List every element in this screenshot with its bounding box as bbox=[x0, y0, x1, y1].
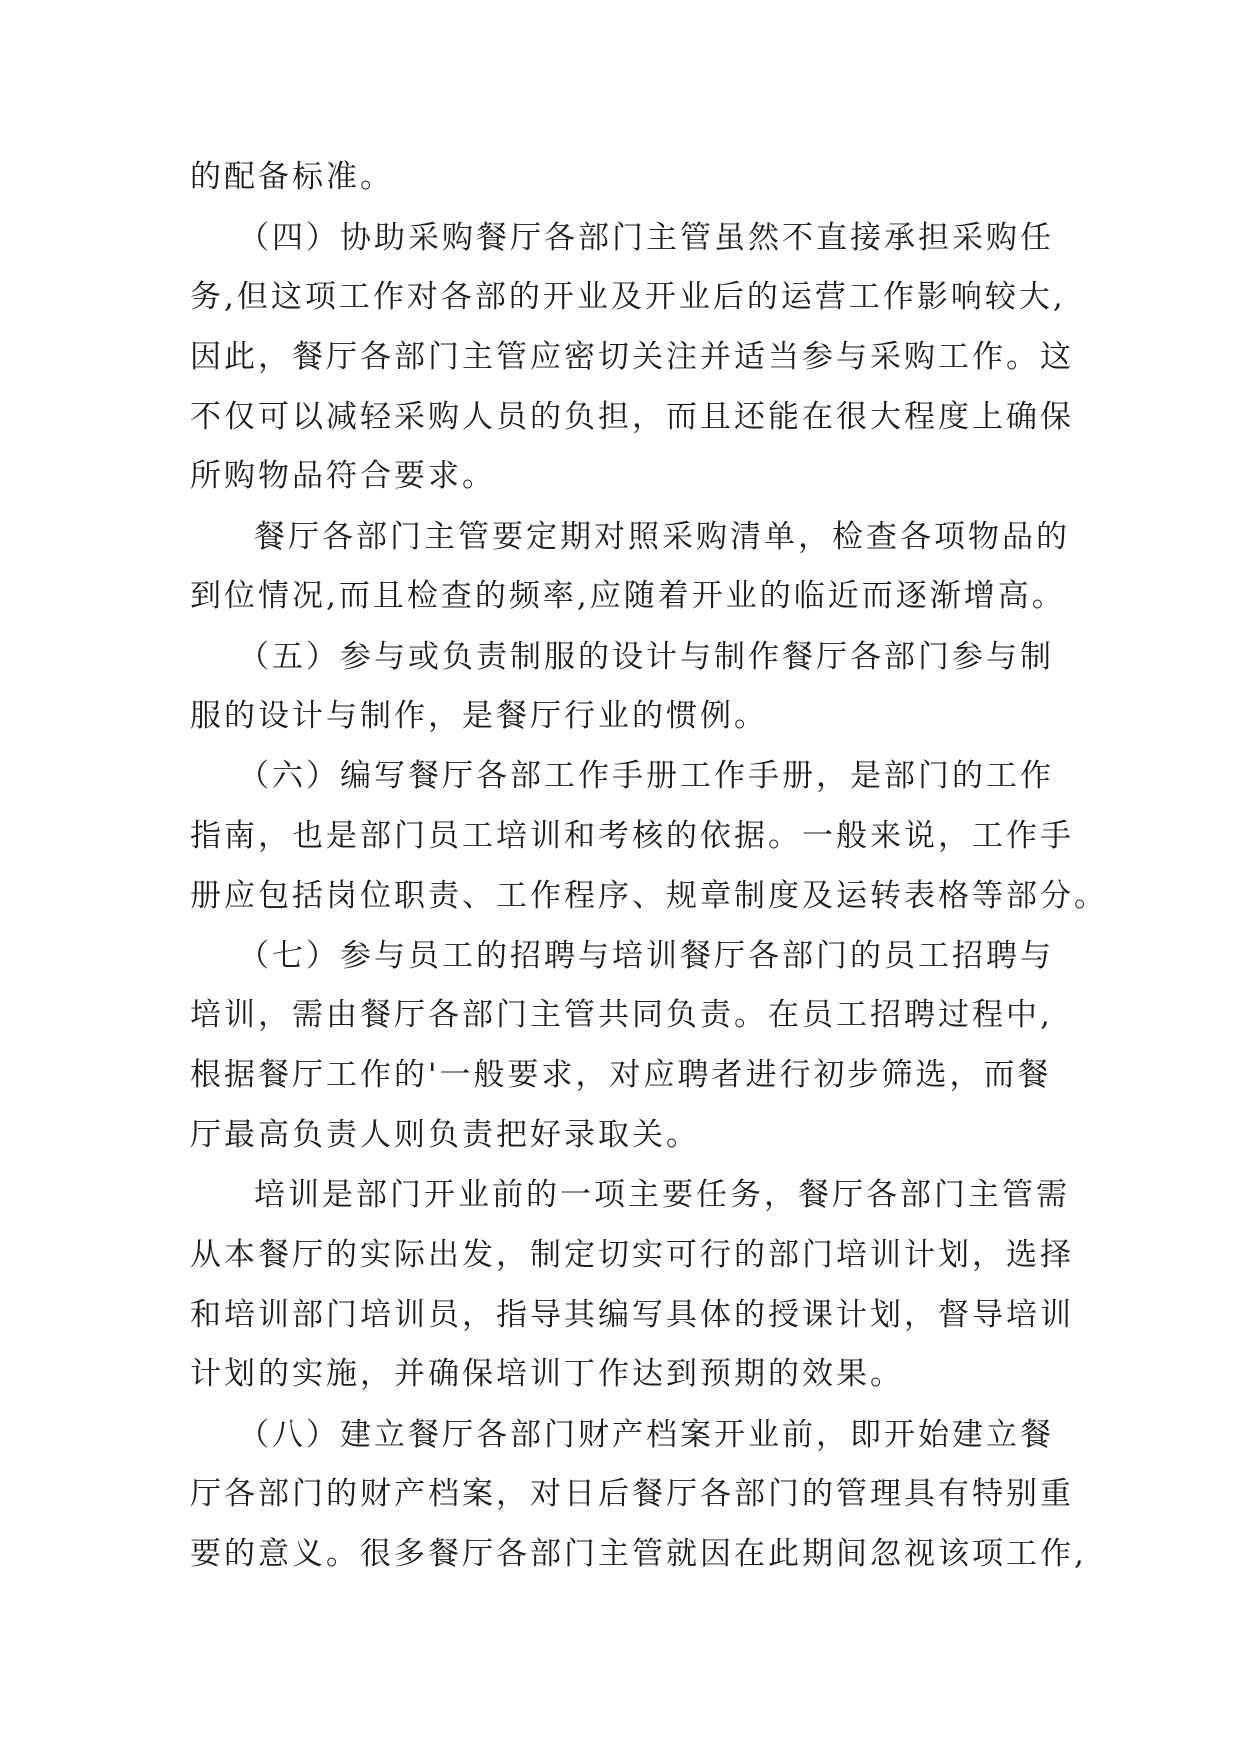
text-line-4: 因此，餐厅各部门主管应密切关注并适当参与采购工作。这 bbox=[190, 339, 1074, 375]
text-line-9: （五）参与或负责制服的设计与制作餐厅各部门参与制 bbox=[238, 639, 1054, 675]
text-line-11: （六）编写餐厅各部工作手册工作手册，是部门的工作 bbox=[238, 758, 1054, 794]
text-line-22: （八）建立餐厅各部门财产档案开业前，即开始建立餐 bbox=[238, 1417, 1054, 1453]
text-line-7: 餐厅各部门主管要定期对照采购清单，检查各项物品的 bbox=[254, 519, 1070, 555]
text-line-15: 培训，需由餐厅各部门主管共同负责。在员工招聘过程中, bbox=[190, 997, 1053, 1033]
text-line-17: 厅最高负责人则负责把好录取关。 bbox=[190, 1117, 700, 1153]
text-line-8: 到位情况,而且检查的频率,应随着开业的临近而逐渐增高。 bbox=[190, 578, 1066, 614]
text-line-21: 计划的实施，并确保培训丁作达到预期的效果。 bbox=[190, 1356, 904, 1392]
text-line-24: 要的意义。很多餐厅各部门主管就因在此期间忽视该项工作, bbox=[190, 1536, 1087, 1572]
text-line-6: 所购物品符合要求。 bbox=[190, 458, 496, 494]
text-line-2: （四）协助采购餐厅各部门主管虽然不直接承担采购任 bbox=[238, 220, 1054, 256]
text-line-23: 厅各部门的财产档案，对日后餐厅各部门的管理具有特别重 bbox=[190, 1476, 1074, 1512]
text-line-13: 册应包括岗位职责、工作程序、规章制度及运转表格等部分。 bbox=[190, 878, 1108, 914]
text-line-16: 根据餐厅工作的'一般要求，对应聘者进行初步筛选，而餐 bbox=[190, 1057, 1052, 1093]
text-line-5: 不仅可以减轻采购人员的负担，而且还能在很大程度上确保 bbox=[190, 399, 1074, 435]
text-line-18: 培训是部门开业前的一项主要任务，餐厅各部门主管需 bbox=[254, 1177, 1070, 1213]
text-line-10: 服的设计与制作，是餐厅行业的惯例。 bbox=[190, 698, 768, 734]
text-line-3: 务,但这项工作对各部的开业及开业后的运营工作影响较大, bbox=[190, 279, 1066, 315]
text-line-14: （七）参与员工的招聘与培训餐厅各部门的员工招聘与 bbox=[238, 938, 1054, 974]
text-line-20: 和培训部门培训员，指导其编写具体的授课计划，督导培训 bbox=[190, 1297, 1074, 1333]
text-line-19: 从本餐厅的实际出发，制定切实可行的部门培训计划，选择 bbox=[190, 1237, 1074, 1273]
text-line-12: 指南，也是部门员工培训和考核的依据。一般来说，工作手 bbox=[190, 818, 1074, 854]
text-line-1: 的配备标准。 bbox=[190, 159, 394, 195]
